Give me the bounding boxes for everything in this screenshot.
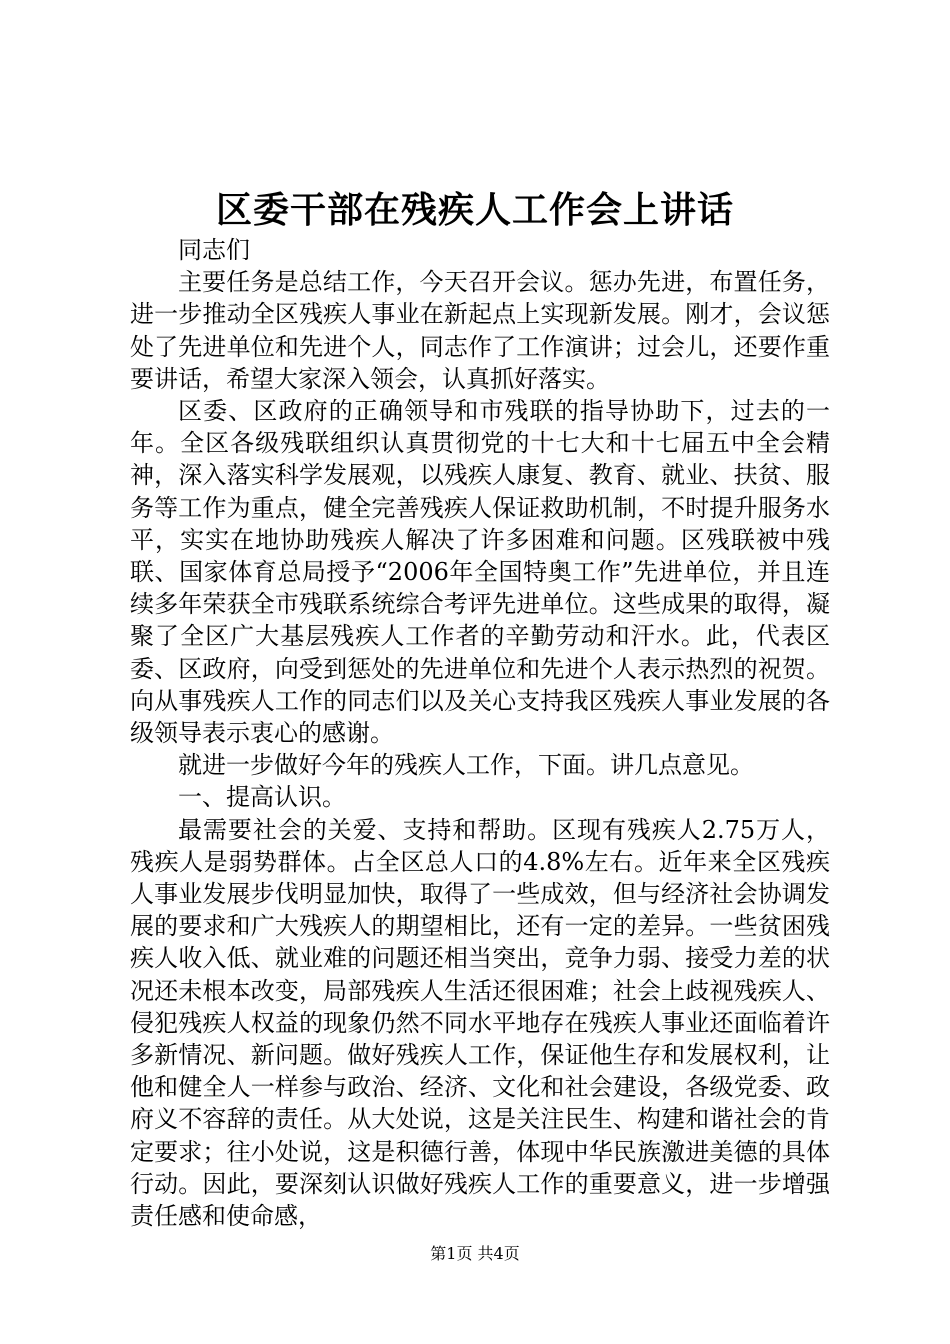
- document-title: 区委干部在残疾人工作会上讲话: [215, 189, 734, 231]
- paragraph: 主要任务是总结工作，今天召开会议。惩办先进，布置任务，进一步推动全区残疾人事业在新起点上实现新发展。刚才，会议惩处了先进单位和先进个人，同志作了工作演讲；过会儿，还要作重要讲话，希望大家深入领会，认真抓好落实。: [130, 268, 830, 393]
- page-footer: 第1页 共4页: [430, 1244, 520, 1263]
- salutation: 同志们: [178, 236, 250, 264]
- paragraph: 区委、区政府的正确领导和市残联的指导协助下，过去的一年。全区各级残联组织认真贯彻党的十七大和十七届五中全会精神，深入落实科学发展观，以残疾人康复、教育、就业、扶贫、服务等工作为重点，健全完善残疾人保证救助机制，不时提升服务水平，实实在地协助残疾人解决了许多困难和问题。区残联被中残联、国家体育总局授予“2006年全国特奥工作”先进单位，并且连续多年荣获全市残联系统综合考评先进单位。这些成果的取得，凝聚了全区广大基层残疾人工作者的辛勤劳动和汗水。此，代表区委、区政府，向受到惩处的先进单位和先进个人表示热烈的祝贺。向从事残疾人工作的同志们以及关心支持我区残疾人事业发展的各级领导表示衷心的感谢。: [130, 397, 830, 748]
- paragraph: 最需要社会的关爱、支持和帮助。区现有残疾人2.75万人，残疾人是弱势群体。占全区总人口的4.8%左右。近年来全区残疾人事业发展步伐明显加快，取得了一些成效，但与经济社会协调发展的要求和广大残疾人的期望相比，还有一定的差异。一些贫困残疾人收入低、就业难的问题还相当突出，竞争力弱、接受力差的状况还未根本改变，局部残疾人生活还很困难；社会上歧视残疾人、侵犯残疾人权益的现象仍然不同水平地存在残疾人事业还面临着许多新情况、新问题。做好残疾人工作，保证他生存和发展权利，让他和健全人一样参与政治、经济、文化和社会建设，各级党委、政府义不容辞的责任。从大处说，这是关注民生、构建和谐社会的肯定要求；往小处说，这是积德行善，体现中华民族激进美德的具体行动。因此，要深刻认识做好残疾人工作的重要意义，进一步增强责任感和使命感，: [130, 815, 830, 1231]
- document-body: [130, 234, 830, 1232]
- section-heading: 一、提高认识。: [178, 783, 346, 812]
- paragraph: 就进一步做好今年的残疾人工作，下面。讲几点意见。: [178, 751, 754, 780]
